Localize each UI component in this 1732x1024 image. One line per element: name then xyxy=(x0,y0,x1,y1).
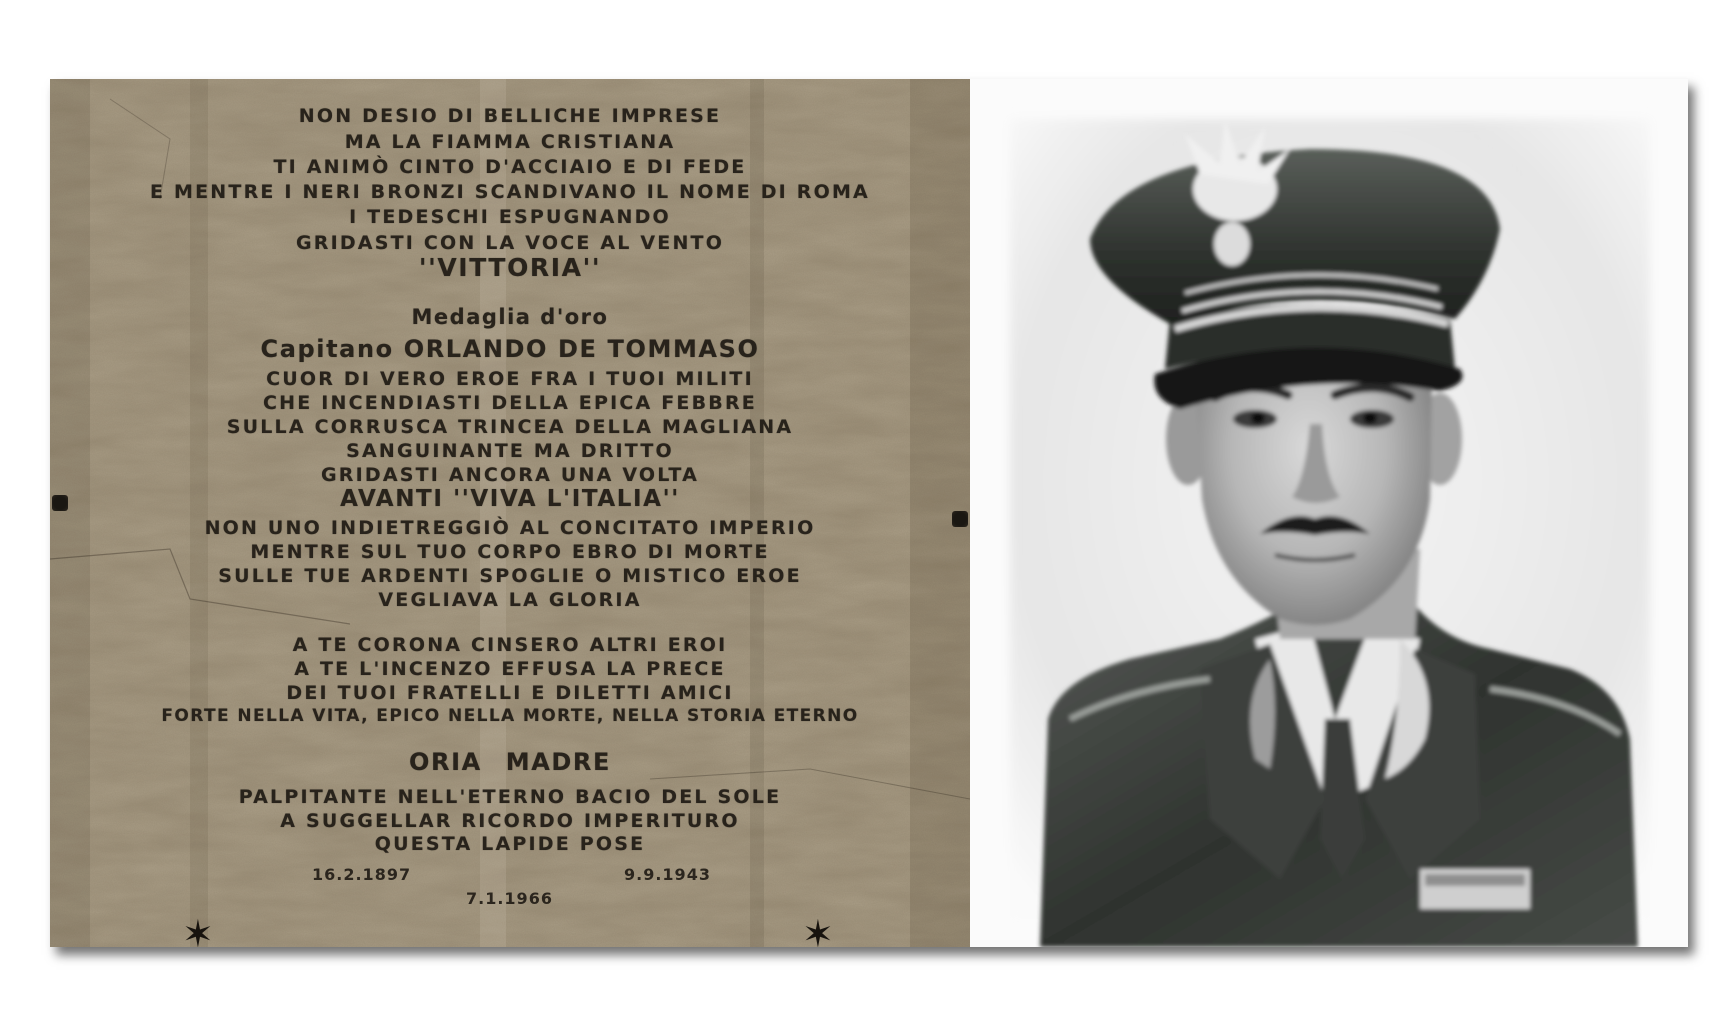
composite-image xyxy=(50,79,1688,947)
inscription-line: SULLA CORRUSCA TRINCEA DELLA MAGLIANA xyxy=(226,416,794,438)
inscription-line: MENTRE SUL TUO CORPO EBRO DI MORTE xyxy=(250,541,770,563)
inscription-line: NON DESIO DI BELLICHE IMPRESE xyxy=(298,105,722,127)
death-date: 9.9.1943 xyxy=(624,865,711,884)
portrait-drawing xyxy=(970,79,1688,947)
inscription-line: Medaglia d'oro xyxy=(411,305,609,329)
inscription-line: I TEDESCHI ESPUGNANDO xyxy=(349,206,671,228)
inscription-line: PALPITANTE NELL'ETERNO BACIO DEL SOLE xyxy=(238,786,782,808)
inscription-line: A TE CORONA CINSERO ALTRI EROI xyxy=(292,634,728,656)
inscription-line: CUOR DI VERO EROE FRA I TUOI MILITI xyxy=(266,368,754,390)
officer-portrait-photo xyxy=(970,79,1688,947)
inscription-line: GRIDASTI ANCORA UNA VOLTA xyxy=(320,464,700,486)
inscription-line: A SUGGELLAR RICORDO IMPERITURO xyxy=(280,810,740,832)
mounting-bolt xyxy=(52,495,68,511)
inscription-line: A TE L'INCENZO EFFUSA LA PRECE xyxy=(294,658,726,680)
inscription-line: ORIA MADRE xyxy=(409,748,611,776)
inscription-line: QUESTA LAPIDE POSE xyxy=(374,833,646,855)
memorial-plaque xyxy=(50,79,970,947)
inscription-line: SANGUINANTE MA DRITTO xyxy=(346,440,674,462)
inscription-line: MA LA FIAMMA CRISTIANA xyxy=(344,131,676,153)
inscription-line: ''VITTORIA'' xyxy=(418,253,602,282)
inscription-line: TI ANIMÒ CINTO D'ACCIAIO E DI FEDE xyxy=(273,156,747,178)
inscription-line: E MENTRE I NERI BRONZI SCANDIVANO IL NOME DI ROMA xyxy=(150,181,870,203)
inscription-line: AVANTI ''VIVA L'ITALIA'' xyxy=(340,486,680,512)
inscription-line: GRIDASTI CON LA VOCE AL VENTO xyxy=(295,232,725,254)
inscription-line: FORTE NELLA VITA, EPICO NELLA MORTE, NELLA STORIA ETERNO xyxy=(161,706,859,726)
inscription-line: NON UNO INDIETREGGIÒ AL CONCITATO IMPERIO xyxy=(204,517,816,539)
inscription-line: DEI TUOI FRATELLI E DILETTI AMICI xyxy=(286,682,734,704)
inscription-line: Capitano ORLANDO DE TOMMASO xyxy=(260,335,760,363)
placement-date: 7.1.1966 xyxy=(466,889,553,908)
birth-date: 16.2.1897 xyxy=(312,865,412,884)
inscription-line: VEGLIAVA LA GLORIA xyxy=(378,589,642,611)
star-ornament: ✶ xyxy=(802,912,834,947)
inscription-line: SULLE TUE ARDENTI SPOGLIE O MISTICO EROE xyxy=(218,565,802,587)
mounting-bolt xyxy=(952,511,968,527)
inscription-line: CHE INCENDIASTI DELLA EPICA FEBBRE xyxy=(263,392,757,414)
star-ornament: ✶ xyxy=(182,912,214,947)
